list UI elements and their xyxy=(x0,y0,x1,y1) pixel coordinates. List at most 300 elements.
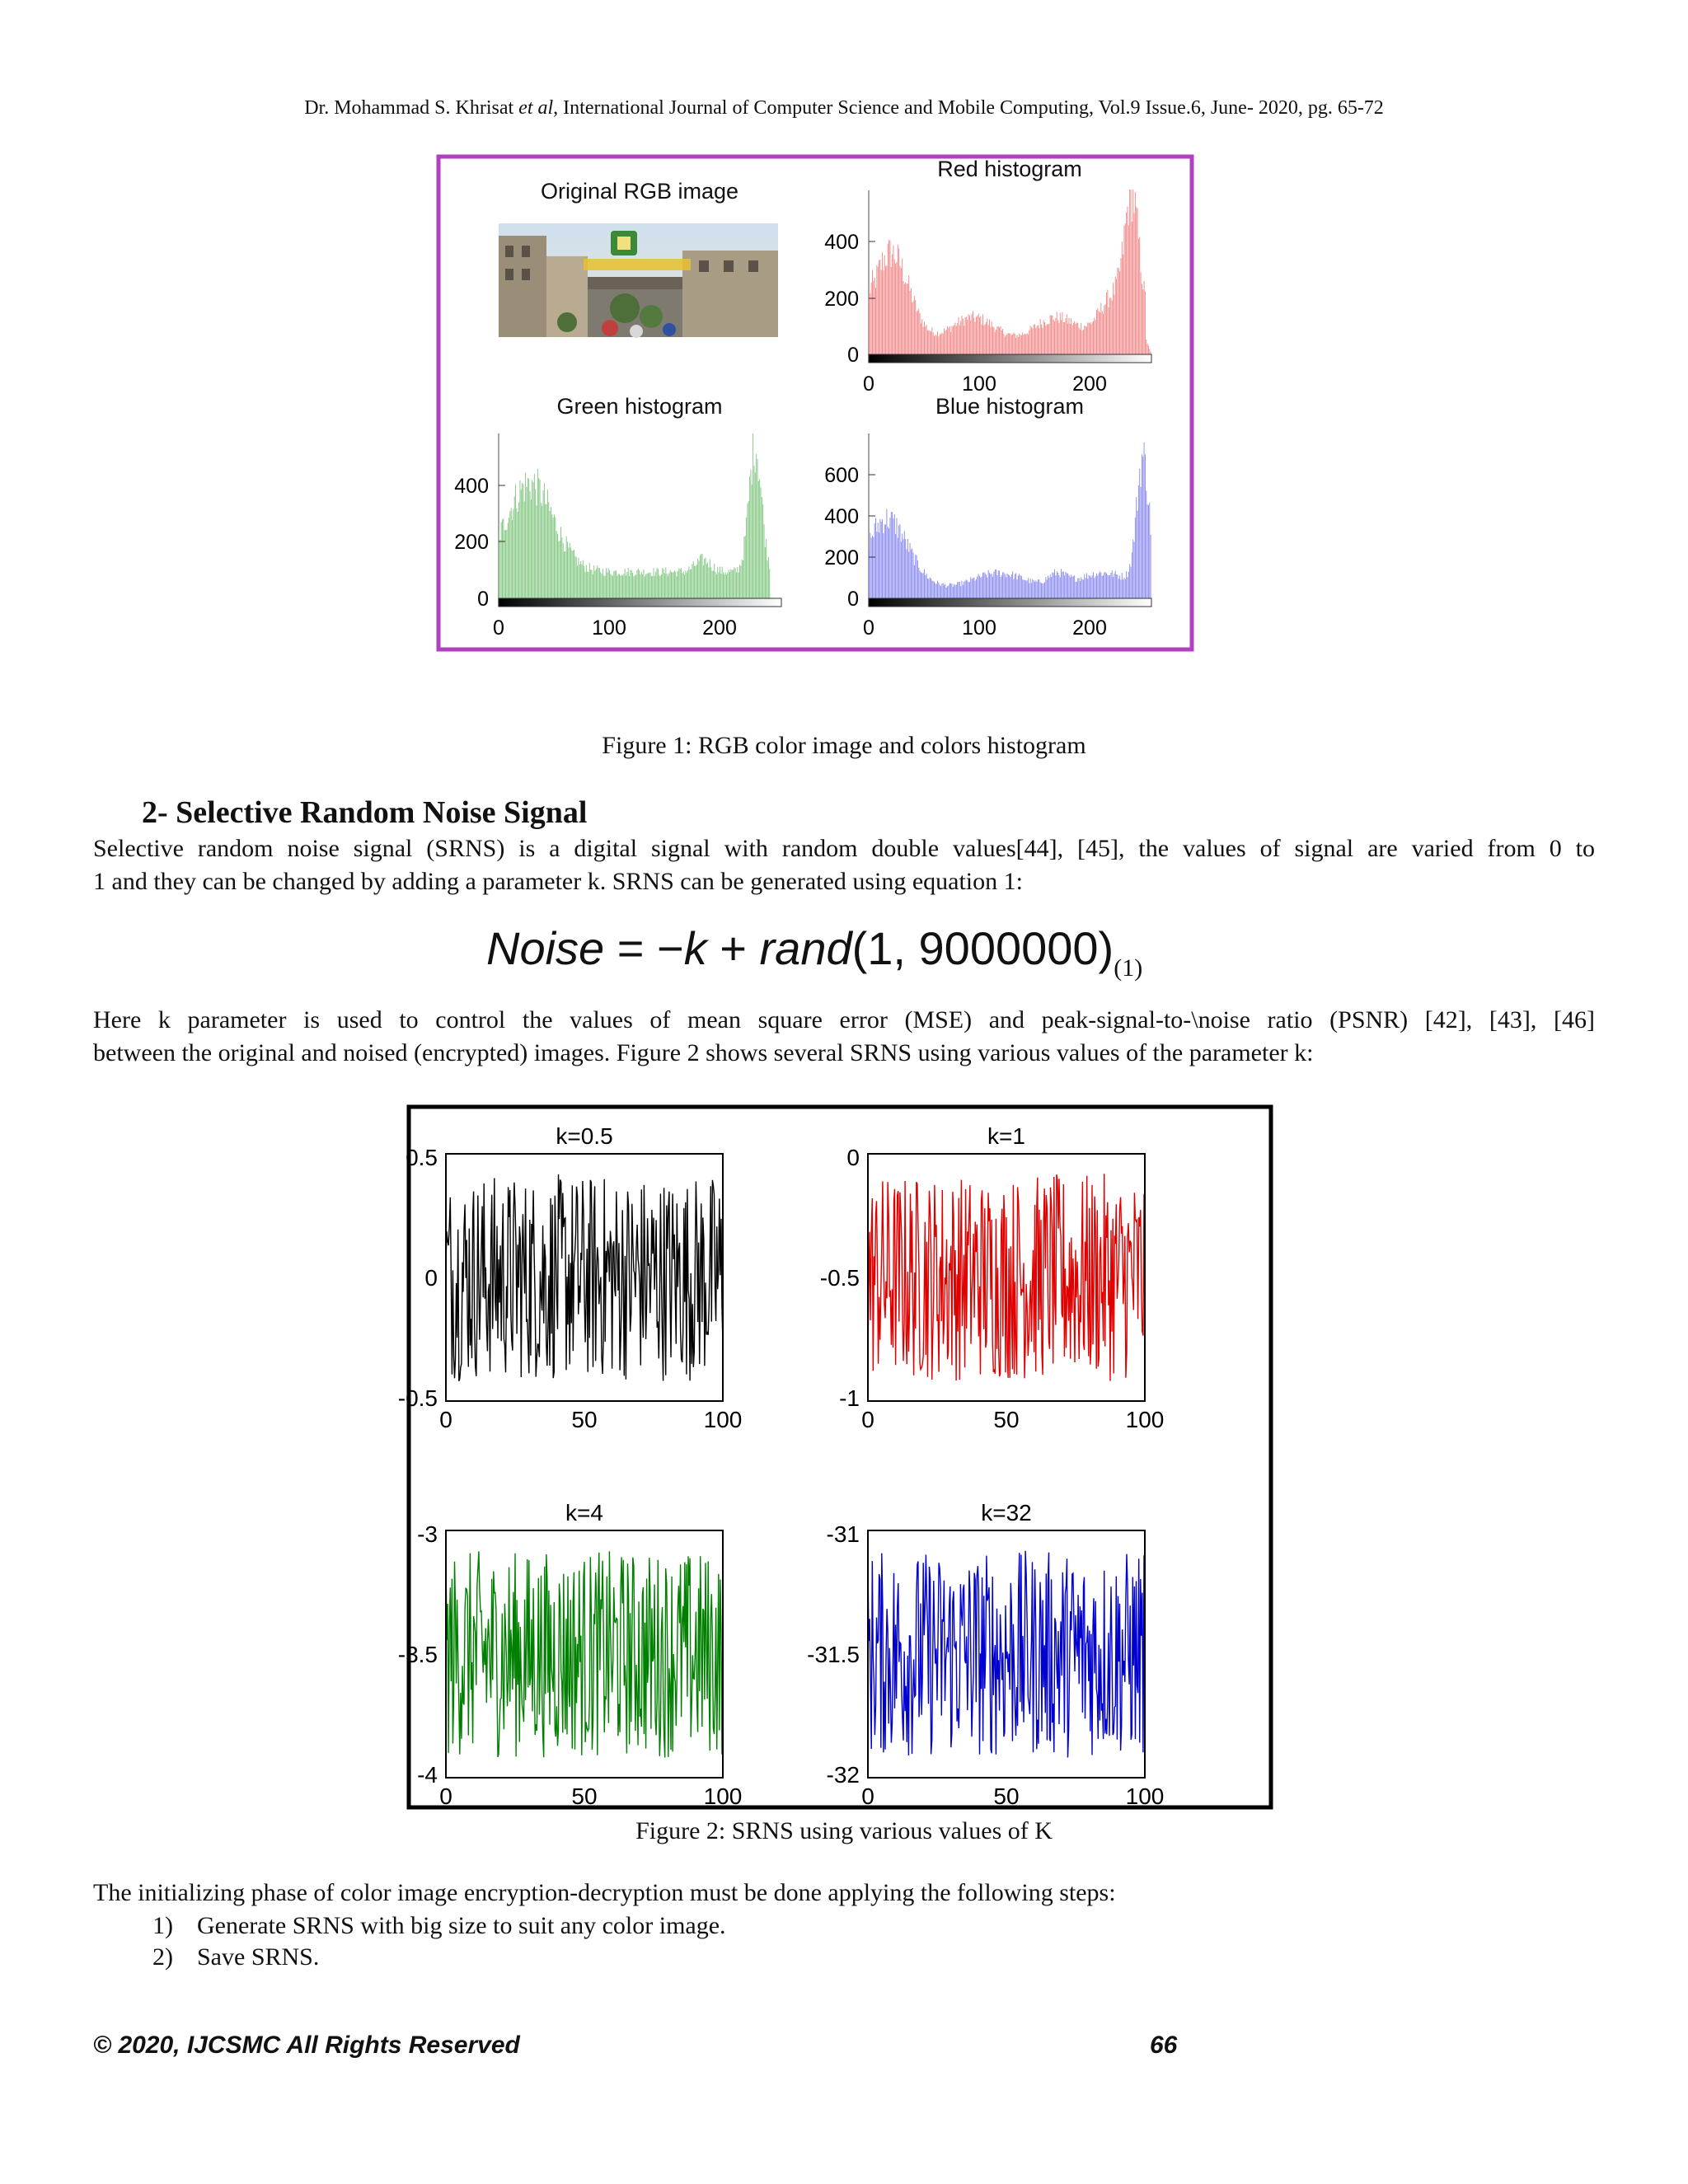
blue-histogram-bar xyxy=(1086,573,1087,598)
blue-histogram-bar xyxy=(937,581,938,599)
paragraph-2-line-1: Here k parameter is used to control the values of mean square error (MSE) and peak-signal-to-\noise ratio (PSNR) [42], [43], [46] xyxy=(93,1006,1595,1033)
red-histogram-bar xyxy=(879,260,880,354)
blue-histogram-bar xyxy=(1048,578,1049,598)
green-ytick-0: 0 xyxy=(477,588,489,611)
blue-histogram-bar xyxy=(910,543,911,598)
srns-xtick: 100 xyxy=(703,1783,743,1809)
red-histogram-bar xyxy=(1116,279,1117,354)
green-xtick-100: 100 xyxy=(592,616,626,640)
red-histogram-bar xyxy=(884,255,885,354)
red-histogram-bar xyxy=(972,314,973,354)
green-histogram-bar xyxy=(680,569,681,598)
green-histogram-bar xyxy=(644,569,645,598)
green-histogram-bar xyxy=(730,569,731,598)
red-histogram-bar xyxy=(1003,334,1004,354)
green-histogram-bar xyxy=(533,482,534,598)
red-histogram-bar xyxy=(917,311,918,354)
green-histogram-bar xyxy=(747,504,748,598)
green-histogram-bar xyxy=(674,570,675,598)
red-histogram-bar xyxy=(1063,322,1064,354)
srns-xtick: 100 xyxy=(703,1407,743,1432)
green-histogram-bar xyxy=(739,565,740,598)
blue-histogram-bar xyxy=(923,573,924,598)
red-histogram-bar xyxy=(1132,190,1133,354)
red-histogram-bar xyxy=(1045,326,1046,354)
red-histogram-bar xyxy=(1073,323,1074,354)
green-histogram-bar xyxy=(694,566,695,598)
red-histogram-bar xyxy=(1113,283,1114,354)
red-histogram-bar xyxy=(931,328,932,354)
blue-histogram-bar xyxy=(947,586,948,598)
blue-histogram-bar xyxy=(982,573,983,598)
blue-histogram-bar xyxy=(898,526,899,598)
green-gradient-bar xyxy=(499,598,781,607)
red-histogram-bar xyxy=(872,270,873,354)
blue-histogram-bar xyxy=(1119,575,1120,598)
red-histogram-bar xyxy=(897,262,898,354)
green-histogram-bar xyxy=(511,508,512,598)
blue-histogram-bar xyxy=(1003,572,1004,598)
red-histogram-bar xyxy=(926,325,927,354)
red-histogram-bar xyxy=(1055,318,1056,354)
blue-histogram-bar xyxy=(1094,578,1095,598)
green-histogram-bar xyxy=(581,565,582,598)
blue-histogram-bar xyxy=(1000,577,1001,598)
paragraph-1-line-1: Selective random noise signal (SRNS) is a digital signal with random double values[44], [45], the values of signal are varied from 0 to xyxy=(93,835,1595,862)
blue-histogram-bar xyxy=(1116,574,1117,598)
blue-histogram-bar xyxy=(960,586,961,598)
srns-xtick: 0 xyxy=(861,1783,874,1809)
green-histogram-bar xyxy=(757,459,758,598)
running-header xyxy=(0,97,1688,120)
red-histogram-bar xyxy=(1034,324,1035,354)
blue-histogram-bar xyxy=(874,523,875,598)
red-histogram-bar xyxy=(1021,335,1022,354)
blue-ytick-400: 400 xyxy=(824,505,859,528)
green-histogram-bar xyxy=(665,568,666,598)
red-histogram-bar xyxy=(960,321,961,354)
blue-histogram-bar xyxy=(913,552,914,598)
red-histogram-bar xyxy=(1057,320,1058,354)
red-histogram-bar xyxy=(962,316,963,354)
red-histogram-bar xyxy=(1043,320,1044,354)
blue-histogram-bar xyxy=(959,582,960,598)
blue-histogram-bar xyxy=(930,577,931,598)
green-histogram-bar xyxy=(668,573,669,598)
green-histogram-bar xyxy=(508,523,509,598)
srns-ytick: 0 xyxy=(846,1145,860,1170)
equation-1 xyxy=(486,921,1143,982)
blue-histogram-bar xyxy=(988,570,989,598)
blue-histogram-bar xyxy=(1089,575,1090,598)
green-histogram-bar xyxy=(654,576,655,598)
green-histogram-bar xyxy=(541,503,542,598)
blue-histogram-bar xyxy=(1141,487,1142,598)
green-histogram-bar xyxy=(769,569,770,598)
green-histogram-bar xyxy=(681,568,682,598)
eq-k: k xyxy=(683,922,707,974)
green-histogram-bar xyxy=(655,572,656,598)
blue-histogram-bar xyxy=(926,574,927,598)
red-histogram-bar xyxy=(925,326,926,354)
green-histogram-bar xyxy=(506,530,507,598)
green-histogram-bar xyxy=(557,534,558,598)
green-histogram-bar xyxy=(663,569,664,598)
green-histogram-bar xyxy=(499,540,500,598)
green-histogram-bar xyxy=(597,565,598,598)
step-2-number: 2) xyxy=(152,1943,173,1971)
blue-histogram-bar xyxy=(871,537,872,598)
red-histogram-bar xyxy=(900,266,901,354)
red-xtick-200: 200 xyxy=(1072,373,1107,396)
blue-histogram-bar xyxy=(1027,580,1028,598)
red-histogram-bar xyxy=(924,321,925,354)
blue-histogram-bar xyxy=(1017,579,1018,598)
blue-histogram-bar xyxy=(998,570,999,598)
red-histogram-bar xyxy=(965,317,966,354)
blue-histogram-bar xyxy=(925,575,926,598)
green-histogram-bar xyxy=(576,557,577,598)
green-histogram-bar xyxy=(693,561,694,598)
blue-histogram-bar xyxy=(1139,469,1140,598)
green-histogram-bar xyxy=(588,572,589,598)
green-histogram-bar xyxy=(662,568,663,598)
blue-histogram-bar xyxy=(966,579,967,598)
green-histogram-bar xyxy=(550,511,551,598)
red-histogram-bar xyxy=(1005,337,1006,354)
green-histogram-bar xyxy=(719,572,720,598)
green-histogram-bar xyxy=(702,554,703,598)
red-histogram-bar xyxy=(1149,349,1150,354)
green-histogram-bar xyxy=(521,490,522,598)
red-histogram-bar xyxy=(876,265,877,354)
red-histogram-bar xyxy=(998,326,999,354)
equation-number: (1) xyxy=(1114,954,1143,982)
green-histogram-bar xyxy=(671,572,672,598)
green-histogram-bar xyxy=(585,572,586,598)
green-histogram-bar xyxy=(619,574,620,598)
blue-histogram-bar xyxy=(1035,580,1036,598)
blue-histogram-bar xyxy=(970,577,971,598)
red-histogram-bar xyxy=(1053,320,1054,354)
green-histogram-bar xyxy=(703,565,704,598)
red-histogram-bar xyxy=(979,317,980,354)
green-histogram-bar xyxy=(749,476,750,598)
blue-histogram-bar xyxy=(872,536,873,598)
red-histogram-bar xyxy=(874,278,875,354)
green-histogram-bar xyxy=(554,514,555,598)
blue-histogram-bar xyxy=(1012,571,1013,598)
red-histogram-bar xyxy=(933,332,934,354)
blue-histogram-bar xyxy=(1070,577,1071,598)
red-histogram-bar xyxy=(878,267,879,354)
red-histogram-bar xyxy=(1145,291,1146,354)
blue-histogram-bar xyxy=(876,532,877,598)
green-histogram-bar xyxy=(560,527,561,598)
red-histogram-bar xyxy=(1040,319,1041,354)
green-histogram-bar xyxy=(670,570,671,598)
green-histogram-bar xyxy=(621,575,622,599)
green-histogram-bar xyxy=(603,575,604,598)
green-histogram-bar xyxy=(622,575,623,598)
red-histogram-bar xyxy=(1014,332,1015,354)
green-histogram-bar xyxy=(766,539,767,598)
red-histogram-bar xyxy=(1131,190,1132,354)
red-histogram-bar xyxy=(973,317,974,354)
blue-histogram-bar xyxy=(978,574,979,598)
red-histogram-bar xyxy=(1052,316,1053,354)
blue-histogram-bar xyxy=(1050,574,1051,598)
red-histogram-bar xyxy=(956,326,957,354)
red-histogram-bar xyxy=(1051,316,1052,354)
srns-chart-title: k=4 xyxy=(565,1500,603,1526)
blue-histogram-bar xyxy=(1093,572,1094,598)
blue-histogram-bar xyxy=(1014,579,1015,599)
srns-xtick: 50 xyxy=(571,1407,598,1432)
blue-histogram-bar xyxy=(1129,564,1130,598)
red-histogram-bar xyxy=(1102,312,1103,354)
blue-histogram-bar xyxy=(921,573,922,598)
blue-histogram-bar xyxy=(920,571,921,598)
red-histogram-bar xyxy=(1006,334,1007,354)
green-histogram-bar xyxy=(589,563,590,598)
red-histogram-bar xyxy=(1001,330,1002,354)
red-histogram-bar xyxy=(1027,333,1028,354)
green-histogram-bar xyxy=(743,537,744,598)
blue-ytick-200: 200 xyxy=(824,546,859,569)
green-histogram-bar xyxy=(742,560,743,598)
green-histogram-bar xyxy=(540,480,541,598)
green-histogram-bar xyxy=(641,572,642,598)
red-histogram-bar xyxy=(915,300,916,354)
blue-histogram-bar xyxy=(1064,575,1065,598)
blue-histogram-bar xyxy=(979,576,980,598)
blue-histogram-bar xyxy=(1053,573,1054,598)
blue-histogram-bar xyxy=(1002,573,1003,598)
green-histogram-bar xyxy=(573,551,574,598)
green-histogram-bar xyxy=(609,570,610,598)
blue-histogram-bar xyxy=(1115,571,1116,598)
blue-histogram-bar xyxy=(1131,567,1132,598)
red-histogram-bar xyxy=(1096,310,1097,354)
red-histogram-bar xyxy=(993,327,994,354)
blue-xtick-0: 0 xyxy=(863,616,874,640)
red-histogram-bar xyxy=(903,281,904,354)
blue-histogram-bar xyxy=(1020,575,1021,598)
red-histogram-bar xyxy=(1022,332,1023,354)
green-histogram-bar xyxy=(677,576,678,598)
eq-args: (1, 9000000) xyxy=(851,922,1114,974)
red-histogram-bar xyxy=(1122,241,1123,354)
green-histogram-bar xyxy=(684,574,685,598)
step-1-text: Generate SRNS with big size to suit any color image. xyxy=(197,1912,726,1939)
srns-ytick: 0 xyxy=(424,1265,438,1291)
red-ytick-0: 0 xyxy=(847,344,859,367)
green-histogram-bar xyxy=(667,574,668,598)
red-histogram-bar xyxy=(1024,335,1025,354)
blue-histogram-bar xyxy=(951,583,952,598)
red-histogram-bar xyxy=(1002,329,1003,354)
red-histogram-bar xyxy=(1060,313,1061,354)
red-histogram-bar xyxy=(1070,324,1071,354)
blue-histogram-bar xyxy=(985,573,986,598)
blue-histogram-bar xyxy=(1136,497,1137,598)
green-histogram-bar xyxy=(564,551,565,598)
green-xtick-200: 200 xyxy=(702,616,737,640)
srns-xtick: 50 xyxy=(993,1783,1020,1809)
blue-histogram-bar xyxy=(901,541,902,598)
blue-histogram-bar xyxy=(941,583,942,598)
figure-1-caption: Figure 1: RGB color image and colors histogram xyxy=(602,732,1086,759)
blue-histogram-bar xyxy=(1105,572,1106,598)
red-histogram-bar xyxy=(1086,326,1087,354)
blue-histogram-bar xyxy=(897,518,898,598)
srns-ytick: -31 xyxy=(826,1521,860,1547)
red-histogram-bar xyxy=(1142,289,1143,354)
blue-histogram-bar xyxy=(1015,573,1016,598)
blue-histogram-bar xyxy=(1076,582,1077,598)
blue-histogram-bar xyxy=(931,580,932,598)
red-histogram-bar xyxy=(940,334,941,354)
eq-rand: rand xyxy=(759,922,852,974)
red-histogram-bar xyxy=(937,331,938,354)
red-histogram-bar xyxy=(938,336,939,354)
original-rgb-photo xyxy=(499,223,778,338)
green-histogram-bar xyxy=(543,490,544,598)
blue-histogram-bar xyxy=(1084,574,1085,598)
green-histogram-bar xyxy=(746,518,747,598)
blue-histogram-bar xyxy=(936,583,937,598)
blue-histogram-bar xyxy=(881,522,882,598)
blue-histogram-bar xyxy=(1132,540,1133,598)
red-histogram-bar xyxy=(1061,320,1062,354)
green-histogram-bar xyxy=(635,574,636,598)
red-histogram-bar xyxy=(1009,333,1010,354)
srns-ytick: -1 xyxy=(839,1385,860,1411)
red-histogram-bar xyxy=(1110,298,1111,354)
green-histogram-bar xyxy=(629,576,630,598)
green-histogram-bar xyxy=(530,491,531,598)
green-histogram-bar xyxy=(764,524,765,598)
green-histogram-bar xyxy=(620,576,621,598)
red-histogram-bar xyxy=(957,323,958,354)
red-histogram-bar xyxy=(1087,323,1088,354)
red-histogram-bar xyxy=(1137,209,1138,354)
red-histogram-bar xyxy=(963,319,964,354)
blue-histogram-bar xyxy=(967,580,968,598)
green-histogram-bar xyxy=(754,466,755,598)
red-histogram-bar xyxy=(983,326,984,354)
blue-histogram-bar xyxy=(904,531,905,598)
blue-ytick-0: 0 xyxy=(847,588,859,611)
blue-histogram-bar xyxy=(1142,457,1143,598)
green-histogram-bar xyxy=(567,541,568,598)
red-histogram-bar xyxy=(1136,207,1137,354)
green-histogram-bar xyxy=(688,566,689,598)
red-histogram-bar xyxy=(980,316,981,354)
blue-histogram-bar xyxy=(950,583,951,598)
green-histogram-bar xyxy=(577,565,578,598)
blue-histogram-bar xyxy=(940,586,941,598)
green-histogram-bar xyxy=(768,557,769,598)
green-histogram-bar xyxy=(678,568,679,598)
red-histogram-bar xyxy=(1103,314,1104,354)
green-histogram-bar xyxy=(606,568,607,598)
red-histogram-bar xyxy=(985,324,986,354)
blue-xtick-100: 100 xyxy=(962,616,996,640)
blue-histogram-bar xyxy=(917,560,918,598)
red-histogram-bar xyxy=(990,327,991,354)
blue-histogram-bar xyxy=(1087,579,1088,598)
blue-histogram-bar xyxy=(1069,575,1070,598)
green-histogram-bar xyxy=(704,559,705,598)
blue-histogram-bar xyxy=(999,570,1000,598)
blue-histogram-bar xyxy=(1067,574,1068,598)
red-histogram-bar xyxy=(1095,320,1096,354)
green-histogram-bar xyxy=(630,569,631,598)
green-histogram-bar xyxy=(672,572,673,598)
blue-histogram-bar xyxy=(1058,575,1059,598)
red-histogram-bar xyxy=(1054,321,1055,354)
blue-histogram-bar xyxy=(1080,581,1081,598)
blue-histogram-bar xyxy=(1097,575,1098,598)
green-histogram-bar xyxy=(593,565,594,598)
green-histogram-bar xyxy=(767,560,768,598)
blue-histogram-bar xyxy=(977,576,978,598)
green-histogram-bar xyxy=(640,574,641,598)
green-histogram-bar xyxy=(608,568,609,598)
blue-histogram-bar xyxy=(1051,577,1052,598)
blue-histogram-bar xyxy=(883,533,884,598)
blue-histogram-bar xyxy=(1112,570,1113,598)
blue-histogram-bar xyxy=(1032,579,1033,598)
red-histogram-bar xyxy=(1044,322,1045,354)
green-histogram-bar xyxy=(590,569,591,598)
blue-histogram-bar xyxy=(990,574,991,598)
srns-ytick: 0.5 xyxy=(406,1145,438,1170)
green-histogram-bar xyxy=(729,572,730,598)
green-histogram-bar xyxy=(706,564,707,598)
green-histogram-bar xyxy=(639,570,640,598)
blue-histogram-bar xyxy=(1134,542,1135,598)
green-histogram-bar xyxy=(531,499,532,598)
blue-histogram-bar xyxy=(1045,577,1046,598)
blue-histogram-bar xyxy=(1122,573,1123,598)
green-histogram-bar xyxy=(512,520,513,598)
red-histogram-bar xyxy=(989,320,990,354)
blue-histogram-bar xyxy=(1110,573,1111,598)
srns-xtick: 0 xyxy=(861,1407,874,1432)
green-histogram-bar xyxy=(518,502,519,598)
srns-chart-title: k=1 xyxy=(987,1123,1025,1149)
green-histogram-bar xyxy=(556,531,557,598)
red-histogram-bar xyxy=(902,259,903,354)
green-histogram-bar xyxy=(516,508,517,598)
blue-histogram-bar xyxy=(1138,485,1139,598)
green-histogram-bar xyxy=(537,469,538,598)
blue-histogram-bar xyxy=(1120,579,1121,598)
green-histogram-bar xyxy=(632,573,633,598)
green-histogram-bar xyxy=(664,574,665,598)
red-histogram-bar xyxy=(1072,325,1073,354)
green-histogram-bar xyxy=(657,568,658,598)
blue-histogram-bar xyxy=(953,587,954,598)
red-histogram-bar xyxy=(1067,323,1068,354)
step-2 xyxy=(152,1943,319,1971)
red-histogram-bar xyxy=(1035,328,1036,354)
blue-histogram-bar xyxy=(938,583,939,598)
green-histogram-bar xyxy=(737,567,738,598)
